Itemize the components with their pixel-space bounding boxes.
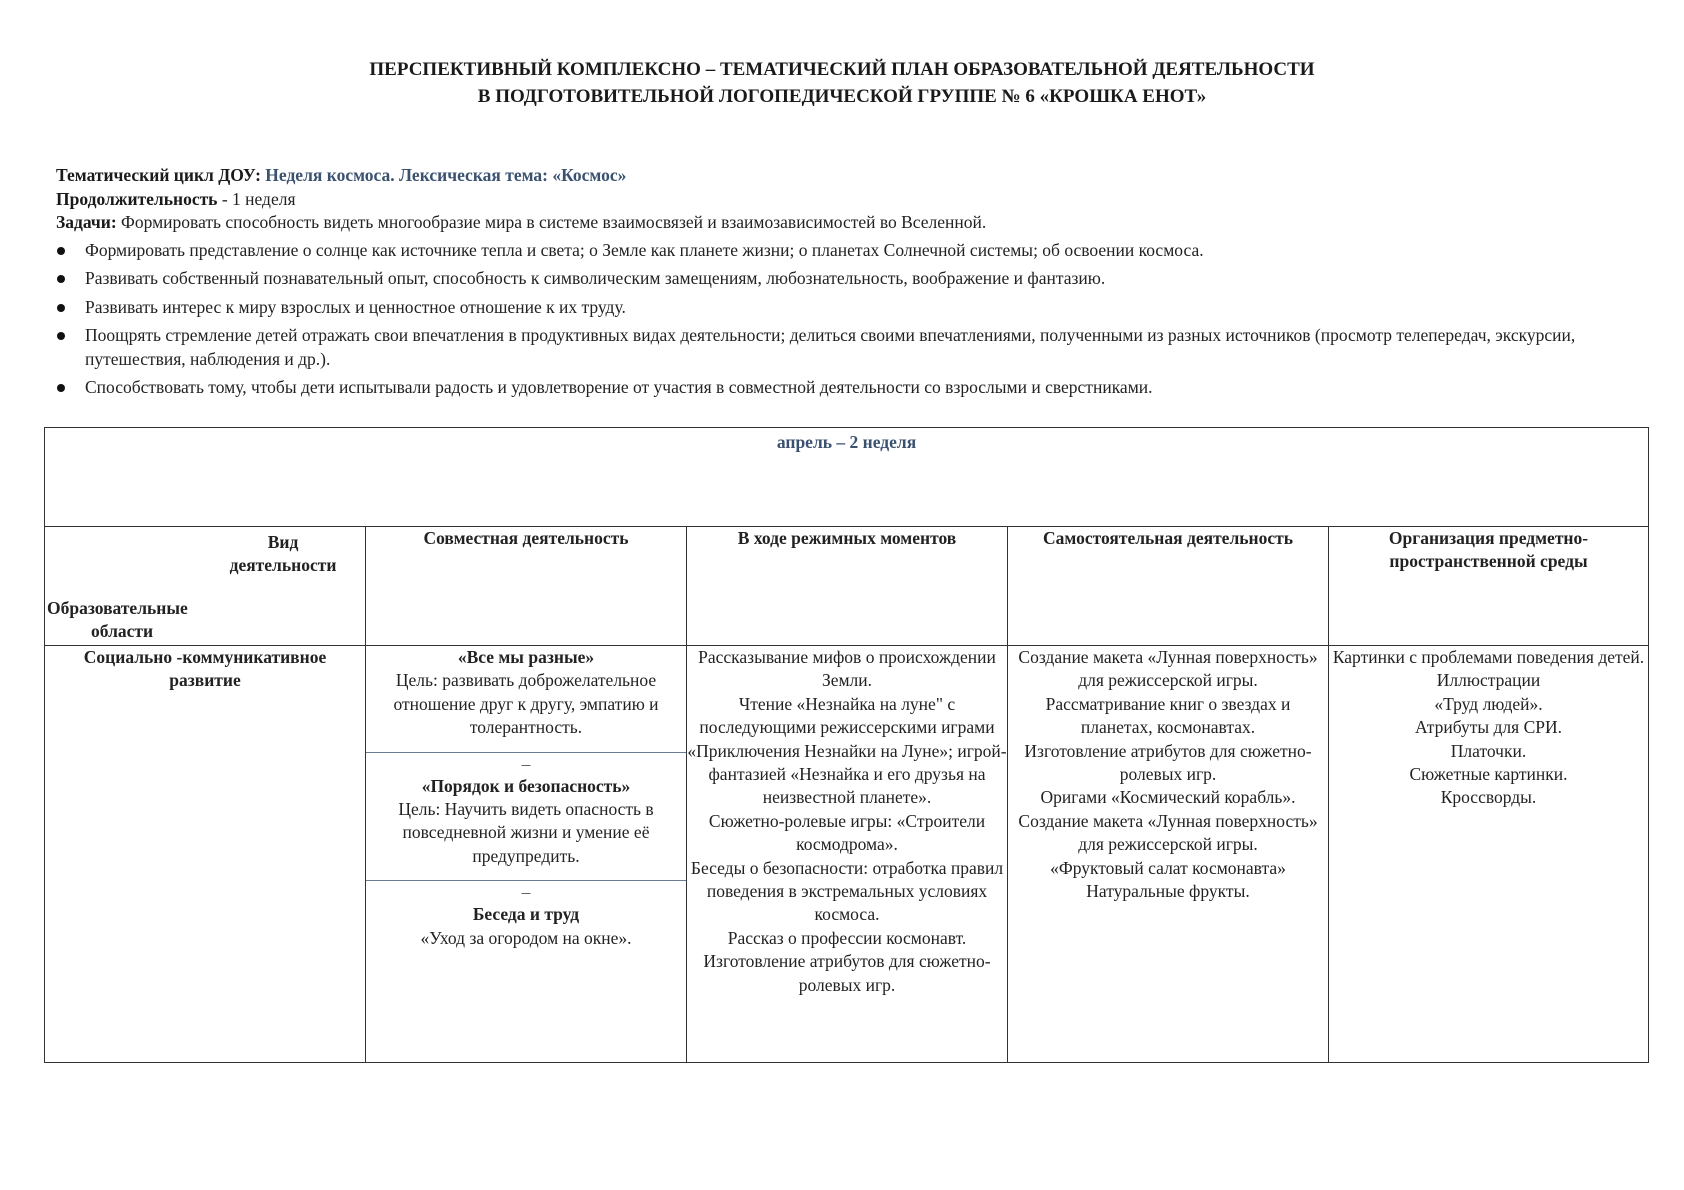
regime-item: Изготовление атрибутов для сюжетно-ролевых игр. [703, 951, 991, 995]
self-item: Рассматривание книг о звездах и планетах, космонавтах. [1045, 693, 1291, 738]
edu-area-line-1: Социально -коммуникативное [83, 647, 327, 667]
activity-title: «Порядок и безопасность» [421, 775, 631, 796]
activity-text: Цель: развивать доброжелательное отношение друг к другу, эмпатию и толерантность. [393, 670, 659, 738]
tasks-value: Формировать способность видеть многообразие мира в системе взаимосвязей и взаимозависимостей во Вселенной. [121, 212, 987, 232]
env-item: Платочки. [1450, 740, 1527, 761]
corner-bottom-line-1: Образовательные [47, 598, 188, 618]
activity-title: «Все мы разные» [457, 647, 595, 667]
self-item: Изготовление атрибутов для сюжетно-ролевых игр. [1024, 740, 1312, 785]
cycle-value: Неделя космоса. Лексическая тема: «Космос» [265, 165, 627, 185]
dash: – [521, 753, 531, 774]
dash: – [521, 882, 531, 903]
activity-text: «Уход за огородом на окне». [420, 927, 632, 948]
corner-top-line-1: Вид [267, 532, 299, 552]
tasks-label: Задачи: [56, 212, 117, 232]
activity-text: Цель: Научить видеть опасность в повседневной жизни и умение её предупредить. [398, 799, 654, 866]
task-item: Развивать интерес к миру взрослых и ценностное отношение к их труду. [56, 296, 1646, 320]
regime-item: Сюжетно-ролевые игры: «Строители космодрома». [708, 810, 986, 855]
environment-cell [1329, 646, 1649, 1063]
corner-activity-type [203, 531, 363, 578]
intro-section [56, 164, 1646, 405]
env-item: Атрибуты для СРИ. [1415, 717, 1562, 738]
document-title [0, 56, 1684, 110]
col-header-env-line-2: пространственной среды [1389, 551, 1588, 572]
regime-item: Рассказ о профессии космонавт. [727, 927, 967, 948]
self-item: Создание макета «Лунная поверхность» для режиссерской игры. [1018, 810, 1318, 855]
table-row [45, 646, 1649, 1063]
title-line-1: ПЕРСПЕКТИВНЫЙ КОМПЛЕКСНО – ТЕМАТИЧЕСКИЙ ПЛАН ОБРАЗОВАТЕЛЬНОЙ ДЕЯТЕЛЬНОСТИ [369, 59, 1315, 80]
self-item: Натуральные фрукты. [1086, 881, 1250, 902]
plan-table [44, 427, 1649, 1063]
task-item: Формировать представление о солнце как источнике тепла и света; о Земле как планете жизни; о планетах Солнечной системы; об освоении космоса. [56, 239, 1646, 263]
env-item: Сюжетные картинки. [1409, 764, 1568, 785]
corner-header-cell [45, 527, 366, 646]
regime-item: Чтение «Незнайка на луне" с последующими режиссерскими играми «Приключения Незнайки на Луне»; игрой-фантазией «Незнайка и его друзья на неизвестной планете». [687, 693, 1007, 808]
self-item: «Фруктовый салат космонавта» [1050, 857, 1286, 878]
duration-label: Продолжительность [56, 188, 218, 209]
month-row [45, 428, 1649, 527]
title-line-2: В ПОДГОТОВИТЕЛЬНОЙ ЛОГОПЕДИЧЕСКОЙ ГРУППЕ № 6 «КРОШКА ЕНОТ» [477, 86, 1207, 107]
month-label: апрель – 2 неделя [776, 432, 917, 452]
col-header-regime: В ходе режимных моментов [687, 527, 1008, 646]
joint-activity-cell [366, 646, 687, 1063]
tasks-line [56, 211, 1646, 235]
activity-title: Беседа и труд [472, 904, 580, 925]
col-header-env-line-1: Организация предметно- [1388, 528, 1589, 548]
env-item: Иллюстрации [1436, 670, 1541, 691]
col-header-self: Самостоятельная деятельность [1008, 527, 1329, 646]
col-header-joint: Совместная деятельность [366, 527, 687, 646]
independent-activity-cell [1008, 646, 1329, 1063]
duration-value: - 1 неделя [221, 188, 296, 209]
corner-bottom-line-2: области [91, 621, 154, 642]
corner-top-line-2: деятельности [229, 555, 337, 576]
self-item: Оригами «Космический корабль». [1040, 787, 1296, 808]
tasks-list [56, 239, 1646, 400]
col-header-environment [1329, 527, 1649, 646]
task-item: Способствовать тому, чтобы дети испытывали радость и удовлетворение от участия в совместной деятельности со взрослыми и сверстниками. [56, 376, 1646, 400]
regime-item: Беседы о безопасности: отработка правил поведения в экстремальных условиях космоса. [690, 857, 1004, 925]
env-item: Картинки с проблемами поведения детей. [1332, 647, 1645, 667]
cycle-label: Тематический цикл ДОУ: [56, 165, 261, 185]
regime-moments-cell [687, 646, 1008, 1063]
corner-edu-areas [47, 597, 227, 644]
header-row [45, 527, 1649, 646]
duration-line [56, 188, 1646, 212]
edu-area-cell [45, 646, 366, 1063]
env-item: Кроссворды. [1440, 787, 1537, 808]
edu-area-line-2: развитие [169, 670, 241, 691]
cycle-line [56, 164, 1646, 188]
self-item: Создание макета «Лунная поверхность» для режиссерской игры. [1018, 647, 1318, 691]
task-item: Поощрять стремление детей отражать свои впечатления в продуктивных видах деятельности; делиться своими впечатлениями, полученными из разных источников (просмотр телепередач, экскурсии, путешествия, наблюдения и др.). [56, 324, 1646, 371]
env-item: «Труд людей». [1434, 693, 1543, 714]
month-cell [45, 428, 1649, 527]
task-item: Развивать собственный познавательный опыт, способность к символическим замещениям, любознательность, воображение и фантазию. [56, 267, 1646, 291]
regime-item: Рассказывание мифов о происхождении Земли. [698, 647, 996, 691]
